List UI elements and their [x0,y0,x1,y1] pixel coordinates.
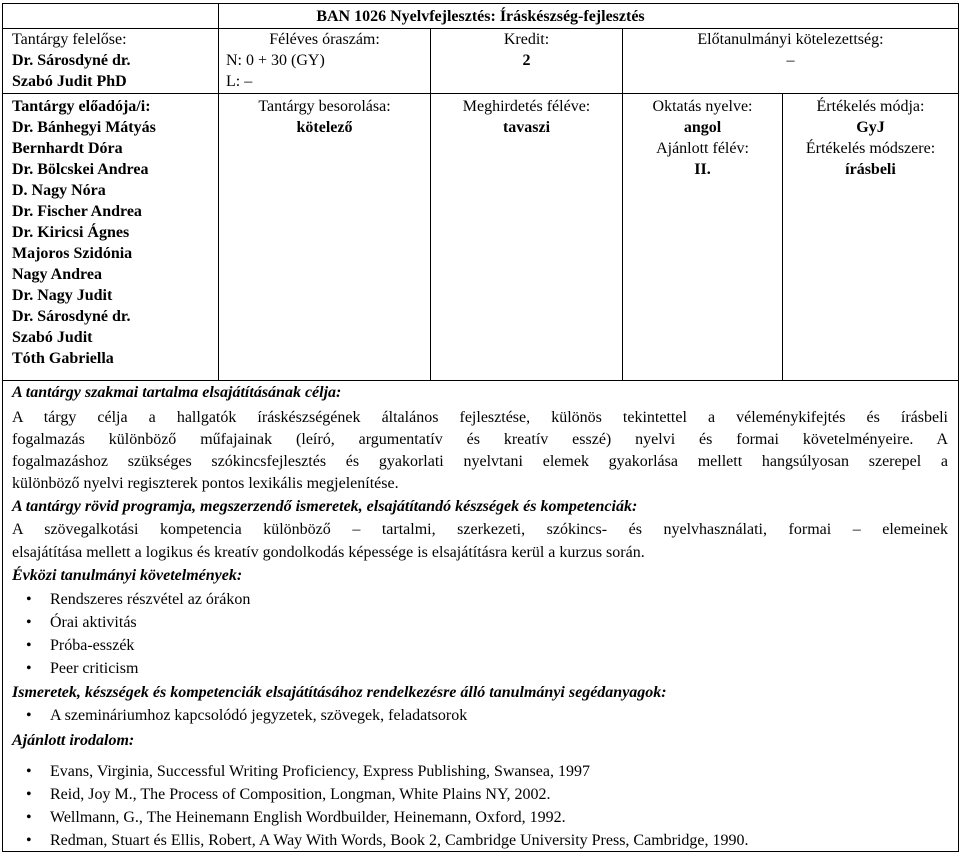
program-text [12,519,948,565]
list-item-text: Wellmann, G., The Heinemann English Wordbuilder, Heinemann, Oxford, 1992. [50,809,566,826]
hours-label: Féléves óraszám: [269,31,380,48]
assessment-mode-value: GyJ [856,119,885,136]
responsible-cell [12,29,216,92]
assessment-mode-label: Értékelés módja: [816,98,925,115]
goal-text [12,407,948,495]
list-item [12,760,948,783]
semester-label: Meghirdetés féléve: [462,98,591,115]
lecturers-label: Tantárgy előadója/i: [12,98,151,115]
list-item-text: Órai aktivitás [50,614,137,631]
list-item [12,611,948,634]
course-description [12,382,948,852]
lecturer-name: Dr. Fischer Andrea [12,203,142,220]
lecturer-name: Dr. Kiricsi Ágnes [12,224,130,241]
lecturer-name: Majoros Szidónia [12,245,133,262]
list-item-text: Rendszeres részvétel az órákon [50,591,251,608]
program-line: A szövegalkotási kompetencia különböző – tartalmi, szerkezeti, szókincs- és nyelvhasználati, formai – elemeinek [12,521,948,538]
assessment-cell [783,96,958,180]
literature-heading: Ajánlott irodalom: [12,732,135,749]
bullet-icon: • [26,809,32,826]
course-title: BAN 1026 Nyelvfejlesztés: Íráskészség-fejlesztés [316,8,645,25]
list-item-text: Redman, Stuart és Ellis, Robert, A Way With Words, Book 2, Cambridge University Press, Cambridge, 1990. [50,832,749,849]
language-cell [623,96,782,180]
list-item [12,783,948,806]
bullet-icon: • [26,763,32,780]
lecturer-name: D. Nagy Nóra [12,182,106,199]
list-item [12,634,948,657]
list-item [12,704,948,727]
recommended-label: Ajánlott félév: [656,140,749,157]
goal-line: különböző nyelvi regiszterek pontos lexikális megjelenítése. [12,475,399,492]
lecturer-name: Nagy Andrea [12,266,102,283]
materials-list [12,704,948,727]
list-item [12,657,948,680]
list-item-text: Evans, Virginia, Successful Writing Proficiency, Express Publishing, Swansea, 1997 [50,763,590,780]
list-item [12,806,948,829]
materials-heading: Ismeretek, készségek és kompetenciák elsajátításához rendelkezésre álló tanulmányi segédanyagok: [12,684,667,701]
bullet-icon: • [26,707,32,724]
lecturer-name: Bernhardt Dóra [12,140,123,157]
recommended-value: II. [694,161,711,178]
lecturer-name: Dr. Bölcskei Andrea [12,161,149,178]
goal-line: A tárgy célja a hallgatók íráskészségének általános fejlesztése, különös tekintettel a véleménykifejtés és írásbeli [12,409,948,426]
assessment-method-label: Értékelés módszere: [805,140,936,157]
program-heading: A tantárgy rövid programja, megszerzendő ismeretek, elsajátítandó készségek és kompetenciák: [12,498,638,515]
classification-value: kötelező [296,119,353,136]
list-item [12,588,948,611]
semester-value: tavaszi [502,119,551,136]
list-item [12,829,948,852]
list-item-text: Peer criticism [50,660,139,677]
list-item-text: A szemináriumhoz kapcsolódó jegyzetek, szövegek, feladatsorok [50,707,468,724]
lecturer-name: Szabó Judit [12,329,93,346]
list-item-text: Próba-esszék [50,637,135,654]
goal-line: fogalmazás különböző műfajainak (leíró, argumentatív és kreatív esszé) nyelvi és formai követelményeire. A [12,431,948,448]
responsible-name: Dr. Sárosdyné dr. [12,52,131,69]
language-label: Oktatás nyelve: [652,98,753,115]
prerequisite-label: Előtanulmányi kötelezettség: [697,31,884,48]
lecturers-cell [12,96,216,369]
goal-heading: A tantárgy szakmai tartalma elsajátításának célja: [12,384,342,401]
requirements-list [12,588,948,680]
classification-cell [219,96,430,138]
semester-cell [431,96,622,138]
responsible-label: Tantárgy felelőse: [12,31,127,48]
credit-value: 2 [522,52,531,69]
bullet-icon: • [26,614,32,631]
bullet-icon: • [26,832,32,849]
lecturer-name: Dr. Bánhegyi Mátyás [12,119,156,136]
language-value: angol [683,119,722,136]
lecturer-name: Tóth Gabriella [12,350,114,367]
classification-label: Tantárgy besorolása: [258,98,391,115]
prerequisite-cell [623,29,958,71]
hours-cell [219,29,430,92]
assessment-method-value: írásbeli [845,161,896,178]
prerequisite-value: – [786,52,795,69]
credit-label: Kredit: [503,31,550,48]
program-line: elsajátítása mellett a logikus és kreatív gondolkodás képessége is elsajátításra kerül a kurzus során. [12,544,645,561]
bullet-icon: • [26,591,32,608]
bullet-icon: • [26,637,32,654]
bullet-icon: • [26,786,32,803]
requirements-heading: Évközi tanulmányi követelmények: [12,567,243,584]
hours-l: L: – [226,73,253,90]
lecturer-name: Dr. Nagy Judit [12,287,113,304]
credit-cell [431,29,622,71]
literature-list [12,760,948,852]
lecturer-name: Dr. Sárosdyné dr. [12,308,131,325]
list-item-text: Reid, Joy M., The Process of Composition, Longman, White Plains NY, 2002. [50,786,551,803]
responsible-name: Szabó Judit PhD [12,73,127,90]
bullet-icon: • [26,660,32,677]
goal-line: fogalmazáshoz szükséges szókincsfejlesztés és gyakorlati nyelvtani elemek gyakorlása mellett hangsúlyosan szerepel a [12,453,948,470]
hours-n: N: 0 + 30 (GY) [226,52,325,69]
